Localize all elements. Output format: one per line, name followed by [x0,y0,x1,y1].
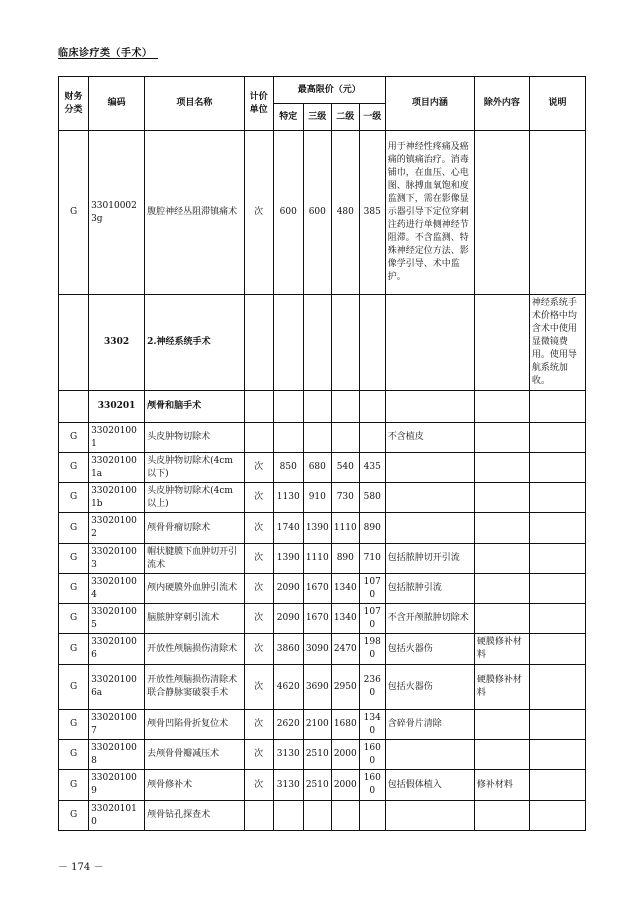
category-cell [59,391,89,423]
page-number: － 174 － [58,862,104,873]
level3-price-cell [303,423,331,453]
note-cell [529,513,585,544]
category-cell [59,295,89,391]
special-price-cell: 1390 [273,544,303,574]
name-cell: 腹腔神经丛阻滞镇痛术 [145,131,245,295]
code-cell: 330201003 [89,544,145,574]
name-cell: 开放性颅脑损伤清除术联合静脉窦破裂手术 [145,665,245,710]
code-cell: 330201 [89,391,145,423]
name-cell: 头皮肿物切除术(4cm以下) [145,453,245,483]
header-level3: 三级 [303,104,331,131]
table-row [59,770,586,801]
code-cell: 330201010 [89,801,145,831]
special-price-cell: 600 [273,131,303,295]
level3-price-cell: 3090 [303,634,331,665]
name-cell: 颅骨和脑手术 [145,391,245,423]
special-price-cell: 2620 [273,710,303,740]
excluded-cell: 硬膜修补材料 [474,634,529,665]
category-cell: G [59,604,89,634]
content-cell [385,483,474,513]
header-content: 项目内涵 [385,77,474,131]
excluded-cell [474,710,529,740]
level3-price-cell [303,801,331,831]
special-price-cell: 3130 [273,770,303,801]
excluded-cell [474,574,529,604]
special-price-cell: 850 [273,453,303,483]
excluded-cell [474,131,529,295]
unit-cell: 次 [244,513,273,544]
special-price-cell [273,391,303,423]
special-price-cell: 4620 [273,665,303,710]
level2-price-cell: 2470 [331,634,359,665]
unit-cell: 次 [244,574,273,604]
note-cell [529,483,585,513]
special-price-cell: 2090 [273,604,303,634]
special-price-cell: 1740 [273,513,303,544]
code-cell: 330201005 [89,604,145,634]
unit-cell [244,801,273,831]
header-level2: 二级 [331,104,359,131]
note-cell [529,544,585,574]
category-cell: G [59,483,89,513]
excluded-cell [474,423,529,453]
unit-cell: 次 [244,544,273,574]
category-cell: G [59,665,89,710]
name-cell: 颅骨凹陷骨折复位术 [145,710,245,740]
excluded-cell: 硬膜修补材料 [474,665,529,710]
header-excluded: 除外内容 [474,77,529,131]
level2-price-cell: 1340 [331,604,359,634]
level2-price-cell [331,423,359,453]
header-code: 编码 [89,77,145,131]
level1-price-cell [359,391,385,423]
code-cell: 330201004 [89,574,145,604]
category-cell: G [59,453,89,483]
unit-cell: 次 [244,665,273,710]
name-cell: 去颅骨骨瓣减压术 [145,740,245,770]
category-cell: G [59,131,89,295]
note-cell [529,770,585,801]
excluded-cell [474,801,529,831]
code-cell: 330201006a [89,665,145,710]
table-row [59,544,586,574]
category-cell: G [59,574,89,604]
level1-price-cell: 385 [359,131,385,295]
name-cell: 头皮肿物切除术 [145,423,245,453]
level3-price-cell: 3690 [303,665,331,710]
header-category: 财务分类 [59,77,89,131]
content-cell: 不含植皮 [385,423,474,453]
excluded-cell [474,483,529,513]
excluded-cell [474,513,529,544]
table-row [59,574,586,604]
level1-price-cell [359,423,385,453]
category-cell: G [59,710,89,740]
content-cell [385,513,474,544]
unit-cell [244,391,273,423]
content-cell: 含碎骨片清除 [385,710,474,740]
code-cell: 330201001 [89,423,145,453]
table-row [59,423,586,453]
code-cell: 3302 [89,295,145,391]
table-row [59,665,586,710]
level1-price-cell [359,295,385,391]
name-cell: 颅骨修补术 [145,770,245,801]
excluded-cell [474,544,529,574]
level3-price-cell: 1670 [303,604,331,634]
level1-price-cell: 1070 [359,574,385,604]
level1-price-cell: 2360 [359,665,385,710]
special-price-cell: 1130 [273,483,303,513]
note-cell [529,574,585,604]
note-cell [529,634,585,665]
level2-price-cell: 890 [331,544,359,574]
note-cell [529,710,585,740]
level1-price-cell: 1600 [359,740,385,770]
code-cell: 330201006 [89,634,145,665]
header-max-price: 最高限价（元） [273,77,385,104]
level1-price-cell: 1340 [359,710,385,740]
table-row [59,513,586,544]
special-price-cell [273,295,303,391]
unit-cell: 次 [244,453,273,483]
table-row [59,604,586,634]
header-level1: 一级 [359,104,385,131]
table-row [59,131,586,295]
level3-price-cell: 2100 [303,710,331,740]
table-row [59,634,586,665]
level3-price-cell: 2510 [303,770,331,801]
level3-price-cell: 1110 [303,544,331,574]
code-cell: 330201008 [89,740,145,770]
unit-cell [244,423,273,453]
code-cell: 330201002 [89,513,145,544]
table-row [59,295,586,391]
header-note: 说明 [529,77,585,131]
level1-price-cell: 435 [359,453,385,483]
level1-price-cell [359,801,385,831]
level1-price-cell: 1980 [359,634,385,665]
note-cell [529,604,585,634]
level3-price-cell: 1670 [303,574,331,604]
level1-price-cell: 1070 [359,604,385,634]
level3-price-cell: 910 [303,483,331,513]
table-row [59,391,586,423]
content-cell: 包括脓肿引流 [385,574,474,604]
name-cell: 帽状腱膜下血肿切开引流术 [145,544,245,574]
special-price-cell [273,423,303,453]
level3-price-cell: 600 [303,131,331,295]
category-cell: G [59,634,89,665]
content-cell [385,740,474,770]
content-cell: 包括火器伤 [385,665,474,710]
content-cell [385,801,474,831]
special-price-cell: 3130 [273,740,303,770]
special-price-cell: 3860 [273,634,303,665]
level3-price-cell [303,295,331,391]
level2-price-cell: 1110 [331,513,359,544]
level3-price-cell [303,391,331,423]
level2-price-cell: 1340 [331,574,359,604]
price-table [58,76,586,831]
content-cell [385,295,474,391]
category-cell: G [59,801,89,831]
unit-cell [244,295,273,391]
level2-price-cell: 2000 [331,740,359,770]
code-cell: 330201001b [89,483,145,513]
content-cell: 包括脓肿切开引流 [385,544,474,574]
level2-price-cell: 480 [331,131,359,295]
level3-price-cell: 680 [303,453,331,483]
section-title: 临床诊疗类（手术） [58,48,153,59]
level3-price-cell: 1390 [303,513,331,544]
name-cell: 脑脓肿穿刺引流术 [145,604,245,634]
excluded-cell [474,295,529,391]
level1-price-cell: 890 [359,513,385,544]
content-cell: 不含开颅脓肿切除术 [385,604,474,634]
note-cell [529,391,585,423]
name-cell: 头皮肿物切除术(4cm以上) [145,483,245,513]
name-cell: 颅骨钻孔探查术 [145,801,245,831]
special-price-cell: 2090 [273,574,303,604]
note-cell [529,740,585,770]
name-cell: 颅内硬膜外血肿引流术 [145,574,245,604]
content-cell [385,453,474,483]
level2-price-cell: 540 [331,453,359,483]
level1-price-cell: 580 [359,483,385,513]
table-row [59,483,586,513]
level2-price-cell [331,801,359,831]
excluded-cell [474,740,529,770]
note-cell [529,131,585,295]
category-cell: G [59,544,89,574]
level1-price-cell: 1600 [359,770,385,801]
level1-price-cell: 710 [359,544,385,574]
content-cell: 包括火器伤 [385,634,474,665]
table-row [59,801,586,831]
table-row [59,710,586,740]
category-cell: G [59,513,89,544]
category-cell: G [59,740,89,770]
code-cell: 330201007 [89,710,145,740]
level2-price-cell [331,391,359,423]
unit-cell: 次 [244,740,273,770]
content-cell [385,391,474,423]
unit-cell: 次 [244,483,273,513]
level3-price-cell: 2510 [303,740,331,770]
level2-price-cell: 1680 [331,710,359,740]
excluded-cell [474,453,529,483]
header-special: 特定 [273,104,303,131]
table-row [59,740,586,770]
excluded-cell [474,391,529,423]
content-cell: 用于神经性疼痛及癌痛的镇痛治疗。消毒铺巾，在血压、心电图、脉搏血氧饱和度监测下，需在影像显示器引导下定位穿刺注药进行单侧神经节阻滞。不含监测、特殊神经定位方法、影像学引导、术中监护。 [385,131,474,295]
special-price-cell [273,801,303,831]
note-cell [529,453,585,483]
header-name: 项目名称 [145,77,245,131]
level2-price-cell: 2950 [331,665,359,710]
unit-cell: 次 [244,634,273,665]
note-cell [529,801,585,831]
code-cell: 330201009 [89,770,145,801]
note-cell: 神经系统手术价格中均含术中使用显微镜费用。使用导航系统加收。 [529,295,585,391]
excluded-cell: 修补材料 [474,770,529,801]
table-row [59,453,586,483]
content-cell: 包括假体植入 [385,770,474,801]
unit-cell: 次 [244,131,273,295]
name-cell: 开放性颅脑损伤清除术 [145,634,245,665]
level2-price-cell: 730 [331,483,359,513]
excluded-cell [474,604,529,634]
note-cell [529,423,585,453]
code-cell: 330201001a [89,453,145,483]
category-cell: G [59,423,89,453]
note-cell [529,665,585,710]
code-cell: 330100023g [89,131,145,295]
category-cell: G [59,770,89,801]
level2-price-cell [331,295,359,391]
unit-cell: 次 [244,604,273,634]
name-cell: 颅骨骨瘤切除术 [145,513,245,544]
unit-cell: 次 [244,710,273,740]
header-unit: 计价单位 [244,77,273,131]
section-title-underline [58,58,158,59]
unit-cell: 次 [244,770,273,801]
name-cell: 2.神经系统手术 [145,295,245,391]
level2-price-cell: 2000 [331,770,359,801]
